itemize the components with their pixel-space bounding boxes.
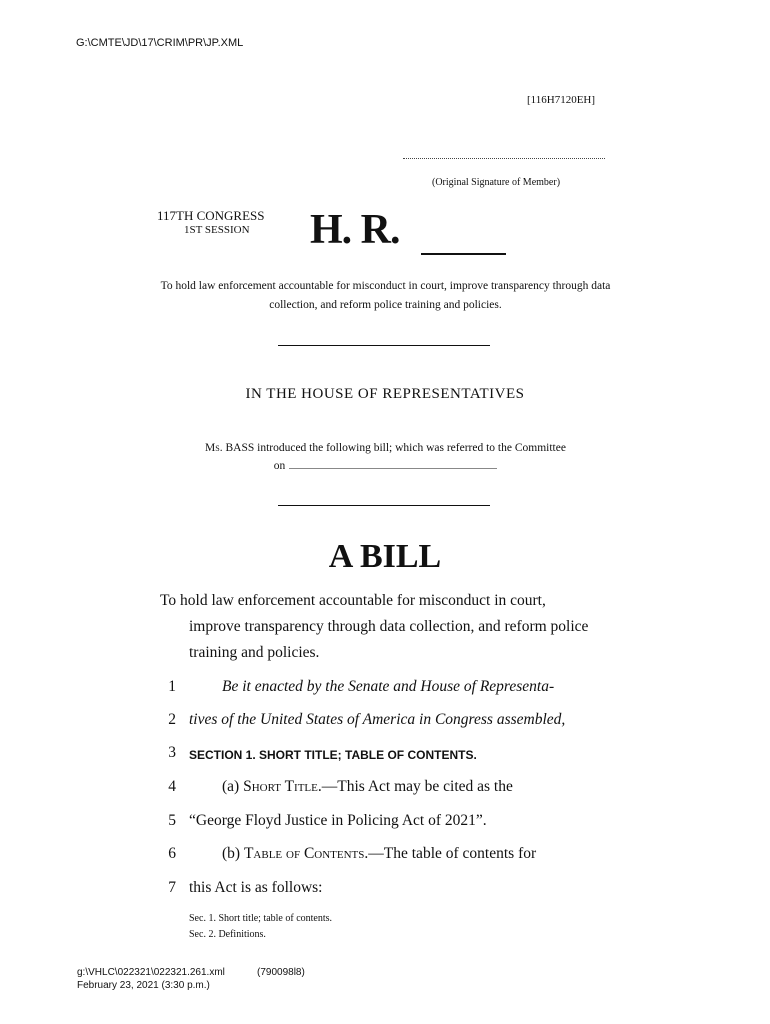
bill-number-blank [421,253,506,255]
line-number: 5 [168,812,176,829]
session-number: 1ST SESSION [184,224,250,236]
footer-date: February 23, 2021 (3:30 p.m.) [77,980,210,991]
subsection-marker: (a) [222,778,240,795]
table-of-contents [189,911,332,943]
long-title [160,588,612,666]
enacting-clause-line: tives of the United States of America in Congress assembled, [189,711,566,728]
body-text-line: this Act is as follows: [189,879,323,896]
congress-session [157,208,265,238]
subsection-caption: Table of Contents. [243,845,369,862]
line-number: 1 [168,678,176,695]
subsection-marker: (b) [222,845,241,862]
subsection-text: —The table of contents for [368,845,537,862]
subsection-a-line [189,778,612,796]
subsection-caption: Short Title. [243,778,322,795]
divider-rule [278,345,490,346]
sponsor-name: Ms. BASS [205,442,255,454]
subsection-b-line [189,845,612,863]
bill-draft-code: [116H7120EH] [527,94,596,106]
toc-entry: Sec. 2. Definitions. [189,929,266,940]
toc-entry: Sec. 1. Short title; table of contents. [189,913,333,924]
committee-blank [289,458,497,469]
bill-designation: H. R. [310,207,400,253]
footer-job-number: (790098l8) [257,967,305,978]
footer-file-path: g:\VHLC\022321\022321.261.xml [77,967,225,978]
line-number: 3 [168,744,176,761]
long-title-first-line: To hold law enforcement accountable for misconduct in court, [160,592,546,609]
divider-rule [278,505,490,506]
chamber-heading: IN THE HOUSE OF REPRESENTATIVES [245,386,525,402]
page-footer [77,966,305,992]
committee-on-label: on [273,460,286,472]
file-path-header: G:\CMTE\JD\17\CRIM\PR\JP.XML [76,37,244,49]
congress-number: 117TH CONGRESS [157,208,265,223]
short-title-citation: “George Floyd Justice in Policing Act of 2021”. [189,812,487,829]
line-number: 4 [168,778,176,795]
line-number: 7 [168,879,176,896]
enacting-clause-line: Be it enacted by the Senate and House of Representa- [222,678,555,695]
signature-line [403,158,605,159]
subsection-text: —This Act may be cited as the [321,778,513,795]
signature-caption: (Original Signature of Member) [432,177,561,188]
short-title: To hold law enforcement accountable for misconduct in court, improve transparency through data collection, and reform police training and policies. [160,280,611,311]
bill-heading: A BILL [328,538,442,575]
line-number: 2 [168,711,176,728]
introduction-statement [158,439,613,475]
section-heading: SECTION 1. SHORT TITLE; TABLE OF CONTENTS. [189,748,477,762]
long-title-continuation: improve transparency through data collection, and reform police training and policies. [189,618,589,661]
introduction-text: introduced the following bill; which was referred to the Committee [257,442,566,454]
line-number: 6 [168,845,176,862]
